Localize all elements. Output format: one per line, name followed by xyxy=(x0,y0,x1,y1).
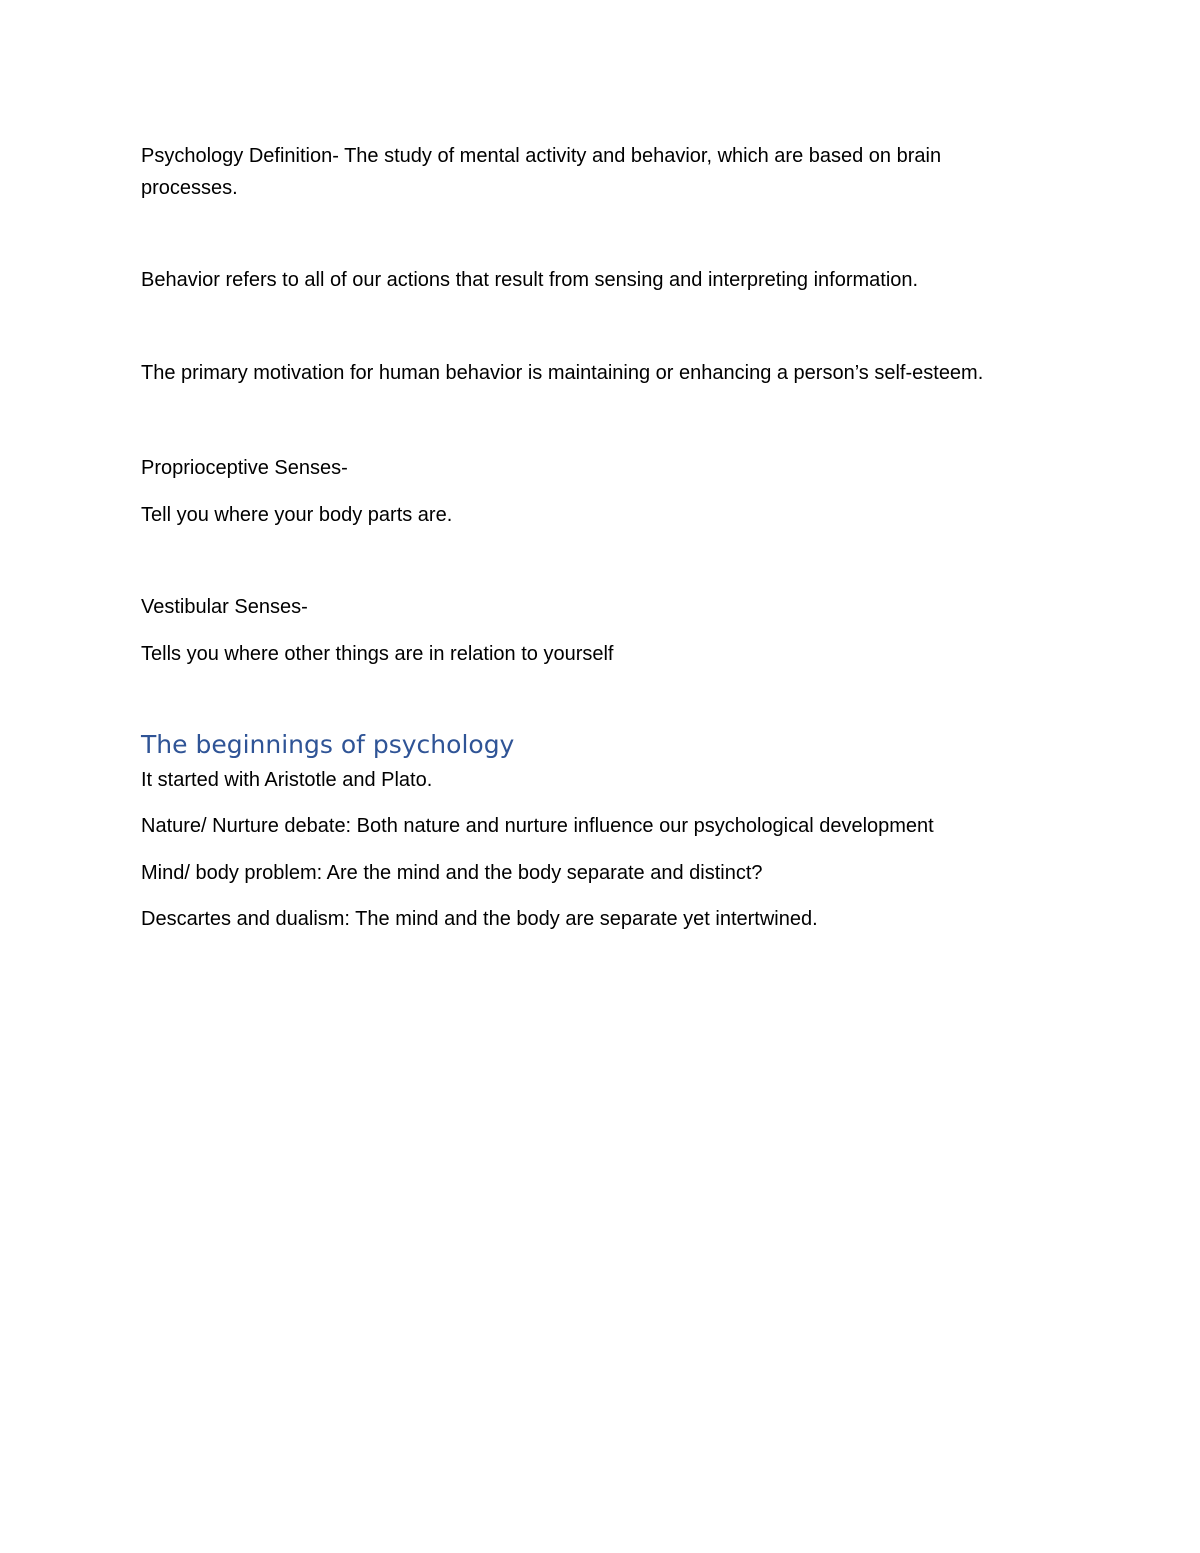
definition-text-line-1: Psychology Definition- The study of mental activity and behavior, which are based on brain xyxy=(141,145,942,167)
vestibular-senses-title: Vestibular Senses- xyxy=(141,596,308,618)
motivation-paragraph: The primary motivation for human behavior is maintaining or enhancing a person’s self-esteem. xyxy=(141,362,984,384)
behavior-paragraph: Behavior refers to all of our actions that result from sensing and interpreting information. xyxy=(141,269,919,291)
section-item-nature-nurture: Nature/ Nurture debate: Both nature and nurture influence our psychological development xyxy=(141,815,934,837)
section-item-mind-body: Mind/ body problem: Are the mind and the body separate and distinct? xyxy=(141,862,763,884)
definition-text-line-2: processes. xyxy=(141,177,238,199)
section-item-aristotle-plato: It started with Aristotle and Plato. xyxy=(141,769,433,791)
vestibular-senses-description: Tells you where other things are in relation to yourself xyxy=(141,643,614,665)
proprioceptive-senses-description: Tell you where your body parts are. xyxy=(141,504,453,526)
proprioceptive-senses-title: Proprioceptive Senses- xyxy=(141,457,348,479)
section-heading: The beginnings of psychology xyxy=(141,730,515,759)
section-item-descartes-dualism: Descartes and dualism: The mind and the body are separate yet intertwined. xyxy=(141,908,818,930)
